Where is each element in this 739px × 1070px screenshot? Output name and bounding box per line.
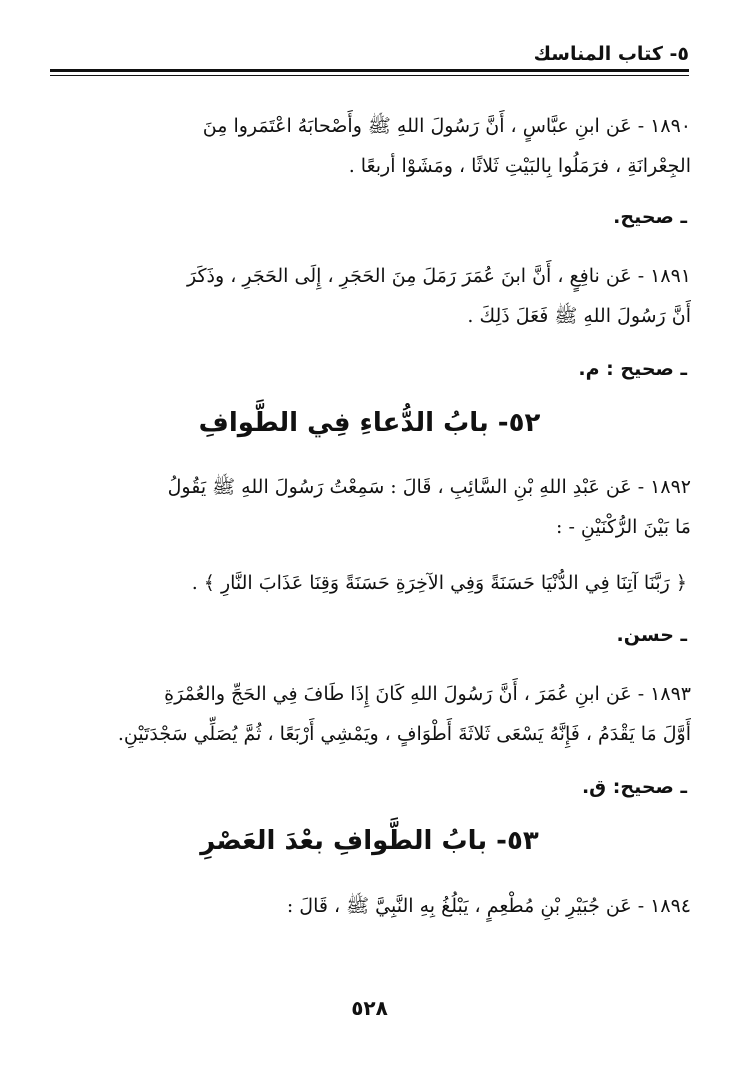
- quran-verse: ﴿ رَبَّنَا آتِنَا فِي الدُّنْيَا حَسَنَةً وَفِي الآخِرَةِ حَسَنَةً وَقِنَا عَذَابَ النَّارِ ﴾ .: [191, 572, 687, 594]
- hadith-1891: [48, 256, 691, 336]
- grade-label: ـ حسن.: [616, 624, 687, 646]
- running-header-title: ٥- كتاب المناسك: [533, 43, 689, 65]
- hadith-1894: [48, 886, 691, 926]
- hadith-line: ١٨٩٢ - عَن عَبْدِ اللهِ بْنِ السَّائِبِ ، قَالَ : سَمِعْتُ رَسُولَ اللهِ ﷺ يَقُولُ: [167, 476, 691, 498]
- grade-label: ـ صحيح.: [613, 206, 687, 228]
- grade-label: ـ صحيح : م.: [578, 358, 687, 380]
- hadith-line: أَنَّ رَسُولَ اللهِ ﷺ فَعَلَ ذَلِكَ .: [467, 305, 691, 327]
- grade-label: ـ صحيح: ق.: [581, 776, 687, 798]
- header-rule-thin: [50, 75, 689, 76]
- hadith-line: ١٨٩٣ - عَن ابنِ عُمَرَ ، أَنَّ رَسُولَ اللهِ كَانَ إِذَا طَافَ فِي الحَجِّ والعُمْرَةِ: [164, 683, 691, 705]
- hadith-line: مَا بَيْنَ الرُّكْنَيْنِ - :: [556, 516, 691, 538]
- hadith-line: الجِعْرانَةِ ، فرَمَلُوا بِالبَيْتِ ثَلاثًا ، ومَشَوْا أربعًا .: [348, 155, 691, 177]
- hadith-1890: [48, 106, 691, 186]
- header-rule-thick: [50, 69, 689, 72]
- hadith-1892: [48, 467, 691, 547]
- hadith-line: ١٨٩١ - عَن نافِعٍ ، أَنَّ ابنَ عُمَرَ رَمَلَ مِنَ الحَجَرِ ، إِلَى الحَجَرِ ، وذَكَرَ: [187, 265, 691, 287]
- page-number: ٥٢٨: [351, 996, 388, 1020]
- chapter-heading: ٥٢- بابُ الدُّعاءِ فِي الطَّوافِ: [198, 408, 541, 438]
- hadith-line: ١٨٩٤ - عَن جُبَيْرِ بْنِ مُطْعِمٍ ، يَبْلُغُ بِهِ النَّبِيَّ ﷺ ، قَالَ :: [286, 895, 691, 917]
- hadith-1893: [48, 674, 691, 754]
- chapter-heading: ٥٣- بابُ الطَّوافِ بعْدَ العَصْرِ: [200, 826, 539, 856]
- hadith-line: ١٨٩٠ - عَن ابنِ عبَّاسٍ ، أَنَّ رَسُولَ اللهِ ﷺ وأَصْحابَهُ اعْتَمَروا مِنَ: [202, 115, 691, 137]
- hadith-line: أَوَّلَ مَا يَقْدَمُ ، فَإِنَّهُ يَسْعَى ثَلاثَةَ أَطْوَافٍ ، ويَمْشِي أَرْبَعًا ، ثُمَّ يُصَلِّي سَجْدَتَيْنِ.: [117, 723, 691, 745]
